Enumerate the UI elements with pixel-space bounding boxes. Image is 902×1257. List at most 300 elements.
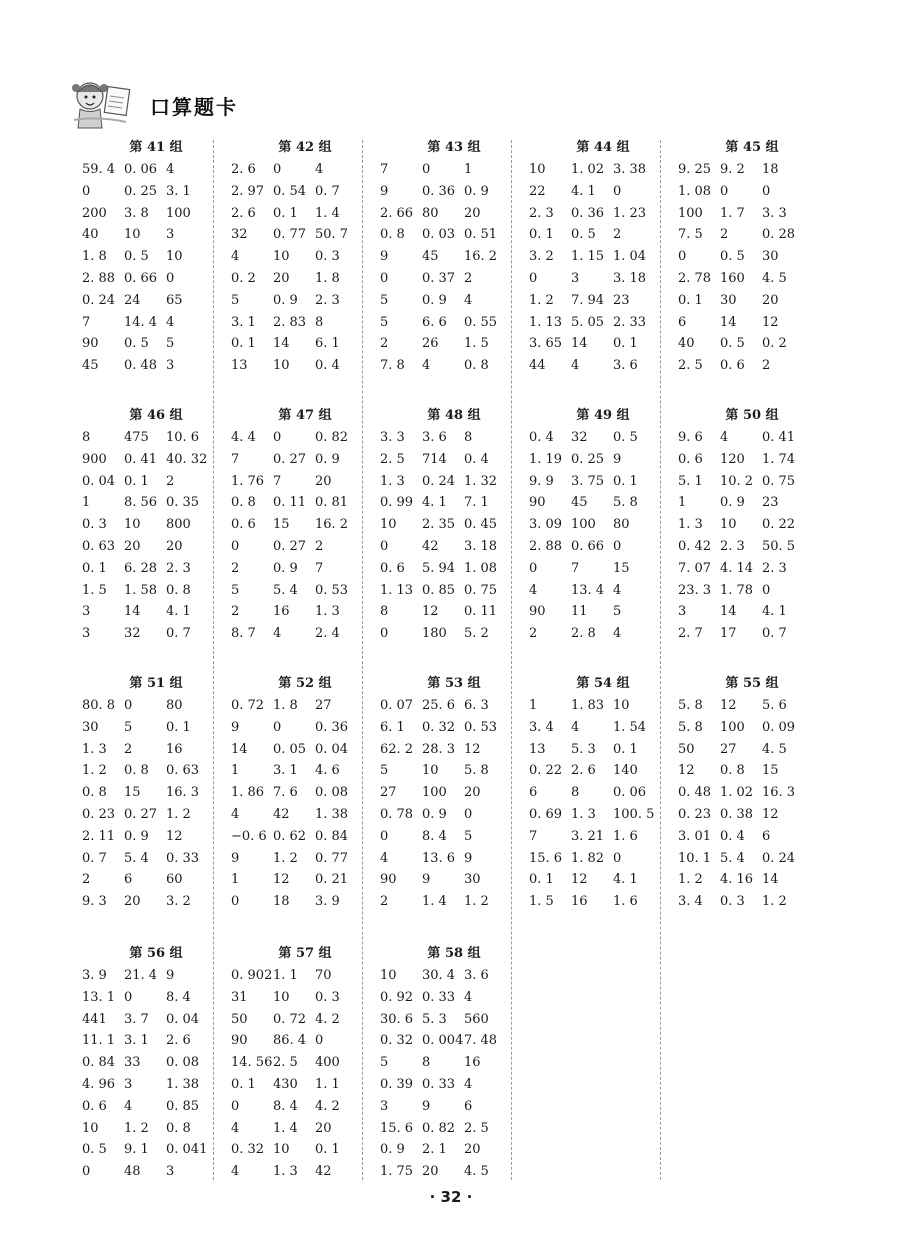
answer-row bbox=[82, 268, 222, 290]
answer-row bbox=[380, 826, 520, 848]
answer-value: 0. 22 bbox=[762, 517, 796, 533]
answer-value: 14 bbox=[720, 604, 737, 620]
answer-row bbox=[82, 449, 222, 471]
group-title: 第 52 组 bbox=[278, 676, 332, 691]
answer-row bbox=[529, 891, 669, 913]
answer-row bbox=[231, 427, 371, 449]
answer-row bbox=[380, 760, 520, 782]
answer-value: 23 bbox=[762, 495, 779, 511]
answer-value: 10 bbox=[380, 968, 397, 983]
answer-value: 2 bbox=[231, 560, 240, 576]
answer-value: 2. 3 bbox=[529, 205, 554, 221]
answer-row bbox=[82, 181, 222, 203]
answer-value: 0. 8 bbox=[464, 358, 489, 374]
answer-value: 3. 09 bbox=[529, 517, 563, 533]
answer-value: 30. 6 bbox=[380, 1011, 414, 1027]
answer-row bbox=[380, 1096, 520, 1118]
answer-value: 0. 1 bbox=[613, 741, 638, 757]
answer-value: 3. 9 bbox=[315, 894, 340, 910]
answer-value: 4 bbox=[231, 1120, 240, 1136]
answer-value: 3. 75 bbox=[571, 473, 605, 489]
answer-value: 0. 77 bbox=[315, 850, 349, 866]
answer-value: 7 bbox=[571, 560, 580, 576]
group-title: 第 55 组 bbox=[725, 676, 779, 691]
answer-value: 0. 92 bbox=[380, 989, 414, 1005]
answer-value: 12 bbox=[273, 872, 290, 888]
answer-value: 0. 9 bbox=[422, 292, 447, 308]
answer-value: 0. 48 bbox=[678, 785, 712, 801]
answer-value: 1. 3 bbox=[678, 517, 703, 533]
answer-value: 0. 1 bbox=[231, 1076, 256, 1092]
answer-value: 0. 8 bbox=[720, 763, 745, 779]
answer-value: 0. 84 bbox=[82, 1055, 116, 1071]
answer-value: 3 bbox=[82, 626, 91, 642]
answer-value: 6 bbox=[762, 828, 771, 844]
answer-value: 2. 8 bbox=[571, 626, 596, 642]
answer-row bbox=[380, 804, 520, 826]
answer-row bbox=[380, 333, 520, 355]
answer-value: 2. 7 bbox=[678, 626, 703, 642]
answer-value: 45 bbox=[82, 358, 99, 374]
answer-value: 0 bbox=[82, 1164, 91, 1180]
answer-row bbox=[678, 492, 818, 514]
answer-value: 1. 2 bbox=[166, 806, 191, 822]
answer-value: 2. 6 bbox=[571, 763, 596, 779]
answer-value: 5. 8 bbox=[678, 719, 703, 735]
answer-value: 0. 2 bbox=[762, 336, 787, 352]
answer-value: 1. 04 bbox=[613, 249, 647, 265]
answer-row bbox=[380, 268, 520, 290]
answer-value: 0. 35 bbox=[166, 495, 200, 511]
exercise-group bbox=[82, 405, 222, 645]
answer-value: 4 bbox=[464, 1076, 473, 1092]
answer-value: 3. 2 bbox=[166, 894, 191, 910]
answer-row bbox=[678, 804, 818, 826]
answer-value: 4. 6 bbox=[315, 763, 340, 779]
answer-value: 17 bbox=[720, 626, 737, 642]
answer-value: 10 bbox=[273, 989, 290, 1005]
answer-value: 100 bbox=[571, 517, 596, 533]
answer-value: 0 bbox=[613, 850, 622, 866]
answer-row bbox=[82, 804, 222, 826]
answer-value: 0 bbox=[231, 538, 240, 554]
answer-value: 4 bbox=[613, 626, 622, 642]
answer-row bbox=[529, 514, 669, 536]
answer-value: 15. 6 bbox=[529, 850, 563, 866]
answer-value: 3 bbox=[82, 604, 91, 620]
answer-value: 0. 8 bbox=[124, 763, 149, 779]
answer-value: 1. 58 bbox=[124, 582, 158, 598]
exercise-group bbox=[380, 673, 520, 913]
answer-value: 2. 78 bbox=[678, 270, 712, 286]
answer-row bbox=[82, 203, 222, 225]
answer-value: 0. 85 bbox=[422, 582, 456, 598]
answer-value: 0. 41 bbox=[762, 430, 796, 445]
answer-row bbox=[380, 1118, 520, 1140]
answer-value: 30 bbox=[762, 249, 779, 265]
answer-value: 4. 96 bbox=[82, 1076, 116, 1092]
answer-value: 12 bbox=[166, 828, 183, 844]
answer-value: 1. 74 bbox=[762, 451, 796, 467]
answer-value: 5 bbox=[124, 719, 133, 735]
answer-value: 50. 7 bbox=[315, 227, 349, 243]
answer-row bbox=[678, 580, 818, 602]
exercise-group bbox=[231, 137, 371, 377]
answer-value: 900 bbox=[82, 451, 107, 467]
answer-value: 4. 5 bbox=[464, 1164, 489, 1180]
group-title: 第 54 组 bbox=[576, 676, 630, 691]
answer-value: 42 bbox=[422, 538, 439, 554]
answer-value: 14. 56 bbox=[231, 1055, 273, 1071]
answer-value: 5. 94 bbox=[422, 560, 456, 576]
answer-value: 5 bbox=[380, 292, 389, 308]
answer-value: 12 bbox=[762, 314, 779, 330]
answer-value: 4. 2 bbox=[315, 1011, 340, 1027]
answer-row bbox=[529, 826, 669, 848]
answer-value: 1. 1 bbox=[273, 968, 298, 983]
answer-value: 0. 9 bbox=[273, 560, 298, 576]
answer-value: 0. 41 bbox=[124, 451, 158, 467]
answer-value: 0 bbox=[273, 430, 282, 445]
answer-value: 1. 23 bbox=[613, 205, 647, 221]
answer-value: 0. 23 bbox=[678, 806, 712, 822]
answer-value: 6. 1 bbox=[380, 719, 405, 735]
answer-value: 3. 8 bbox=[124, 205, 149, 221]
answer-row bbox=[678, 268, 818, 290]
answer-value: 4 bbox=[231, 1164, 240, 1180]
answer-value: 3. 3 bbox=[762, 205, 787, 221]
answer-value: 0. 1 bbox=[613, 473, 638, 489]
answer-value: 16 bbox=[273, 604, 290, 620]
answer-value: 14 bbox=[124, 604, 141, 620]
answer-value: 20 bbox=[315, 1120, 332, 1136]
answer-row bbox=[529, 355, 669, 377]
answer-value: 90 bbox=[231, 1033, 248, 1049]
answer-value: 400 bbox=[315, 1055, 340, 1071]
group-title: 第 51 组 bbox=[129, 676, 183, 691]
answer-row bbox=[82, 580, 222, 602]
answer-value: 20 bbox=[273, 270, 290, 286]
answer-row bbox=[231, 717, 371, 739]
answer-value: 4 bbox=[529, 582, 538, 598]
answer-value: 0. 81 bbox=[315, 495, 349, 511]
answer-value: 16 bbox=[464, 1055, 481, 1071]
answer-row bbox=[82, 514, 222, 536]
answer-value: 1. 2 bbox=[124, 1120, 149, 1136]
answer-row bbox=[678, 782, 818, 804]
answer-value: 5. 3 bbox=[571, 741, 596, 757]
answer-value: 180 bbox=[422, 626, 447, 642]
answer-value: 0. 041 bbox=[166, 1142, 208, 1158]
answer-value: 2. 5 bbox=[380, 451, 405, 467]
answer-value: 3. 1 bbox=[124, 1033, 149, 1049]
answer-value: 0 bbox=[464, 806, 473, 822]
answer-value: 1. 15 bbox=[571, 249, 605, 265]
answer-value: 0. 69 bbox=[529, 806, 563, 822]
exercise-group bbox=[82, 137, 222, 377]
answer-value: 16. 2 bbox=[464, 249, 498, 265]
answer-value: 14 bbox=[273, 336, 290, 352]
answer-value: 11. 1 bbox=[82, 1033, 116, 1049]
answer-row bbox=[678, 449, 818, 471]
answer-value: 20 bbox=[762, 292, 779, 308]
answer-value: 4. 2 bbox=[315, 1098, 340, 1114]
answer-value: 12 bbox=[762, 806, 779, 822]
answer-row bbox=[82, 1139, 222, 1161]
answer-value: 0. 25 bbox=[571, 451, 605, 467]
answer-value: 100 bbox=[678, 205, 703, 221]
answer-row bbox=[380, 427, 520, 449]
answer-value: 0. 75 bbox=[762, 473, 796, 489]
answer-value: 7. 07 bbox=[678, 560, 712, 576]
page-number: · 32 · bbox=[429, 1188, 473, 1206]
answer-row bbox=[678, 760, 818, 782]
answer-value: 27 bbox=[315, 698, 332, 713]
answer-value: 16. 3 bbox=[762, 785, 796, 801]
exercise-group bbox=[231, 943, 371, 1183]
answer-value: 1. 5 bbox=[82, 582, 107, 598]
answer-value: 40. 32 bbox=[166, 451, 208, 467]
answer-value: 1. 54 bbox=[613, 719, 647, 735]
answer-value: 0 bbox=[124, 698, 133, 713]
answer-value: 2. 6 bbox=[231, 162, 256, 177]
answer-value: 2 bbox=[82, 872, 91, 888]
answer-row bbox=[82, 246, 222, 268]
answer-row bbox=[82, 536, 222, 558]
answer-row bbox=[231, 1139, 371, 1161]
group-title: 第 44 组 bbox=[576, 140, 630, 155]
answer-value: 9 bbox=[166, 968, 175, 983]
answer-value: 10 bbox=[273, 1142, 290, 1158]
answer-value: 8. 4 bbox=[166, 989, 191, 1005]
answer-value: 5 bbox=[166, 336, 175, 352]
answer-value: 6 bbox=[464, 1098, 473, 1114]
answer-value: 0. 38 bbox=[720, 806, 754, 822]
answer-row bbox=[82, 1074, 222, 1096]
answer-value: 8 bbox=[315, 314, 324, 330]
answer-row bbox=[82, 760, 222, 782]
answer-value: 62. 2 bbox=[380, 741, 414, 757]
answer-row bbox=[529, 312, 669, 334]
answer-value: 45 bbox=[422, 249, 439, 265]
answer-value: 1. 02 bbox=[571, 162, 605, 177]
answer-row bbox=[529, 224, 669, 246]
answer-row bbox=[231, 449, 371, 471]
answer-value: 2. 66 bbox=[380, 205, 414, 221]
answer-value: 16. 3 bbox=[166, 785, 200, 801]
answer-value: 160 bbox=[720, 270, 745, 286]
answer-row bbox=[231, 224, 371, 246]
answer-row bbox=[82, 355, 222, 377]
exercise-group bbox=[529, 137, 669, 377]
answer-value: 32 bbox=[231, 227, 248, 243]
answer-row bbox=[678, 355, 818, 377]
answer-value: 10 bbox=[529, 162, 546, 177]
answer-row bbox=[231, 1030, 371, 1052]
exercise-group bbox=[231, 673, 371, 913]
answer-value: 100. 5 bbox=[613, 806, 655, 822]
answer-value: 1. 2 bbox=[273, 850, 298, 866]
answer-value: 5 bbox=[380, 1055, 389, 1071]
answer-value: 5. 3 bbox=[422, 1011, 447, 1027]
answer-value: 0. 21 bbox=[315, 872, 349, 888]
answer-value: 9 bbox=[231, 850, 240, 866]
answer-row bbox=[82, 471, 222, 493]
answer-value: 5 bbox=[231, 292, 240, 308]
answer-row bbox=[678, 333, 818, 355]
answer-value: 3. 7 bbox=[124, 1011, 149, 1027]
answer-value: 1. 13 bbox=[380, 582, 414, 598]
answer-value: 10 bbox=[422, 763, 439, 779]
answer-value: 42 bbox=[273, 806, 290, 822]
answer-row bbox=[380, 695, 520, 717]
answer-value: 3. 1 bbox=[273, 763, 298, 779]
answer-row bbox=[231, 760, 371, 782]
answer-value: 10 bbox=[124, 517, 141, 533]
answer-value: 7 bbox=[273, 473, 282, 489]
answer-value: 90 bbox=[380, 872, 397, 888]
answer-value: 1. 8 bbox=[315, 270, 340, 286]
answer-row bbox=[529, 804, 669, 826]
exercise-group bbox=[231, 405, 371, 645]
answer-value: 10. 2 bbox=[720, 473, 754, 489]
answer-value: 0. 63 bbox=[82, 538, 116, 554]
answer-value: 28. 3 bbox=[422, 741, 456, 757]
answer-value: 200 bbox=[82, 205, 107, 221]
answer-row bbox=[678, 203, 818, 225]
answer-value: 2. 3 bbox=[762, 560, 787, 576]
answer-row bbox=[231, 848, 371, 870]
answer-value: 0 bbox=[380, 538, 389, 554]
answer-row bbox=[529, 601, 669, 623]
answer-row bbox=[529, 623, 669, 645]
answer-row bbox=[678, 869, 818, 891]
answer-row bbox=[82, 826, 222, 848]
answer-value: 16 bbox=[166, 741, 183, 757]
group-title: 第 56 组 bbox=[129, 946, 183, 961]
answer-value: 0 bbox=[762, 183, 771, 199]
exercise-group bbox=[529, 405, 669, 645]
answer-value: 0 bbox=[82, 183, 91, 199]
answer-value: 0. 36 bbox=[422, 183, 456, 199]
answer-value: 3. 4 bbox=[529, 719, 554, 735]
answer-row bbox=[82, 1030, 222, 1052]
answer-value: 0. 8 bbox=[380, 227, 405, 243]
answer-value: 40 bbox=[82, 227, 99, 243]
answer-value: 7. 48 bbox=[464, 1033, 498, 1049]
answer-value: 0. 6 bbox=[678, 451, 703, 467]
answer-value: 1. 82 bbox=[571, 850, 605, 866]
answer-row bbox=[529, 869, 669, 891]
answer-value: 1. 2 bbox=[82, 763, 107, 779]
answer-value: 0. 2 bbox=[231, 270, 256, 286]
answer-row bbox=[231, 891, 371, 913]
answer-value: 0 bbox=[166, 270, 175, 286]
exercise-group bbox=[678, 405, 818, 645]
answer-value: 8. 4 bbox=[422, 828, 447, 844]
answer-value: 1. 5 bbox=[529, 894, 554, 910]
answer-row bbox=[678, 312, 818, 334]
answer-value: 1. 2 bbox=[464, 894, 489, 910]
answer-row bbox=[678, 471, 818, 493]
answer-row bbox=[231, 355, 371, 377]
answer-value: 20 bbox=[464, 1142, 481, 1158]
answer-value: 1. 08 bbox=[464, 560, 498, 576]
answer-value: 2. 3 bbox=[315, 292, 340, 308]
answer-value: 5 bbox=[380, 314, 389, 330]
answer-row bbox=[231, 312, 371, 334]
answer-value: 1. 83 bbox=[571, 698, 605, 713]
answer-value: 4. 1 bbox=[422, 495, 447, 511]
answer-value: 0. 4 bbox=[529, 430, 554, 445]
answer-value: 0. 82 bbox=[315, 430, 349, 445]
answer-value: 0. 7 bbox=[762, 626, 787, 642]
answer-value: 5 bbox=[380, 763, 389, 779]
answer-row bbox=[380, 717, 520, 739]
answer-value: 441 bbox=[82, 1011, 107, 1027]
answer-row bbox=[678, 826, 818, 848]
answer-value: 0. 4 bbox=[315, 358, 340, 374]
answer-value: 3. 3 bbox=[380, 430, 405, 445]
answer-value: 2 bbox=[464, 270, 473, 286]
answer-row bbox=[380, 246, 520, 268]
answer-value: 0. 902 bbox=[231, 968, 273, 983]
answer-value: 0. 1 bbox=[124, 473, 149, 489]
answer-value: 3 bbox=[571, 270, 580, 286]
answer-value: 20 bbox=[464, 205, 481, 221]
answer-value: 0. 42 bbox=[678, 538, 712, 554]
answer-value: 4 bbox=[231, 806, 240, 822]
answer-value: 3. 21 bbox=[571, 828, 605, 844]
answer-value: 2. 1 bbox=[422, 1142, 447, 1158]
answer-value: 9 bbox=[422, 1098, 431, 1114]
answer-value: 21. 4 bbox=[124, 968, 158, 983]
answer-value: 714 bbox=[422, 451, 447, 467]
answer-value: 10 bbox=[380, 517, 397, 533]
answer-value: 0. 53 bbox=[464, 719, 498, 735]
answer-value: 15 bbox=[613, 560, 630, 576]
group-title: 第 57 组 bbox=[278, 946, 332, 961]
answer-row bbox=[529, 268, 669, 290]
answer-value: 4 bbox=[231, 249, 240, 265]
answer-value: 100 bbox=[720, 719, 745, 735]
answer-value: 50. 5 bbox=[762, 538, 796, 554]
answer-value: 23 bbox=[613, 292, 630, 308]
answer-value: 0. 33 bbox=[422, 989, 456, 1005]
answer-row bbox=[231, 1052, 371, 1074]
answer-value: 1 bbox=[82, 495, 91, 511]
answer-row bbox=[380, 536, 520, 558]
answer-value: 3. 4 bbox=[678, 894, 703, 910]
answer-value: 2. 4 bbox=[315, 626, 340, 642]
answer-value: 0. 1 bbox=[82, 560, 107, 576]
answer-value: 0. 32 bbox=[422, 719, 456, 735]
answer-value: 15 bbox=[273, 517, 290, 533]
answer-value: 80 bbox=[166, 698, 183, 713]
answer-value: 0. 27 bbox=[124, 806, 158, 822]
answer-value: 0. 9 bbox=[720, 495, 745, 511]
answer-value: 0. 84 bbox=[315, 828, 349, 844]
answer-value: 7. 5 bbox=[678, 227, 703, 243]
answer-value: 2. 11 bbox=[82, 828, 116, 844]
answer-value: 40 bbox=[678, 336, 695, 352]
answer-row bbox=[231, 826, 371, 848]
answer-value: 2 bbox=[762, 358, 771, 374]
answer-value: 0. 54 bbox=[273, 183, 307, 199]
answer-value: 1. 4 bbox=[315, 205, 340, 221]
answer-value: 8 bbox=[82, 430, 91, 445]
answer-value: 1. 7 bbox=[720, 205, 745, 221]
